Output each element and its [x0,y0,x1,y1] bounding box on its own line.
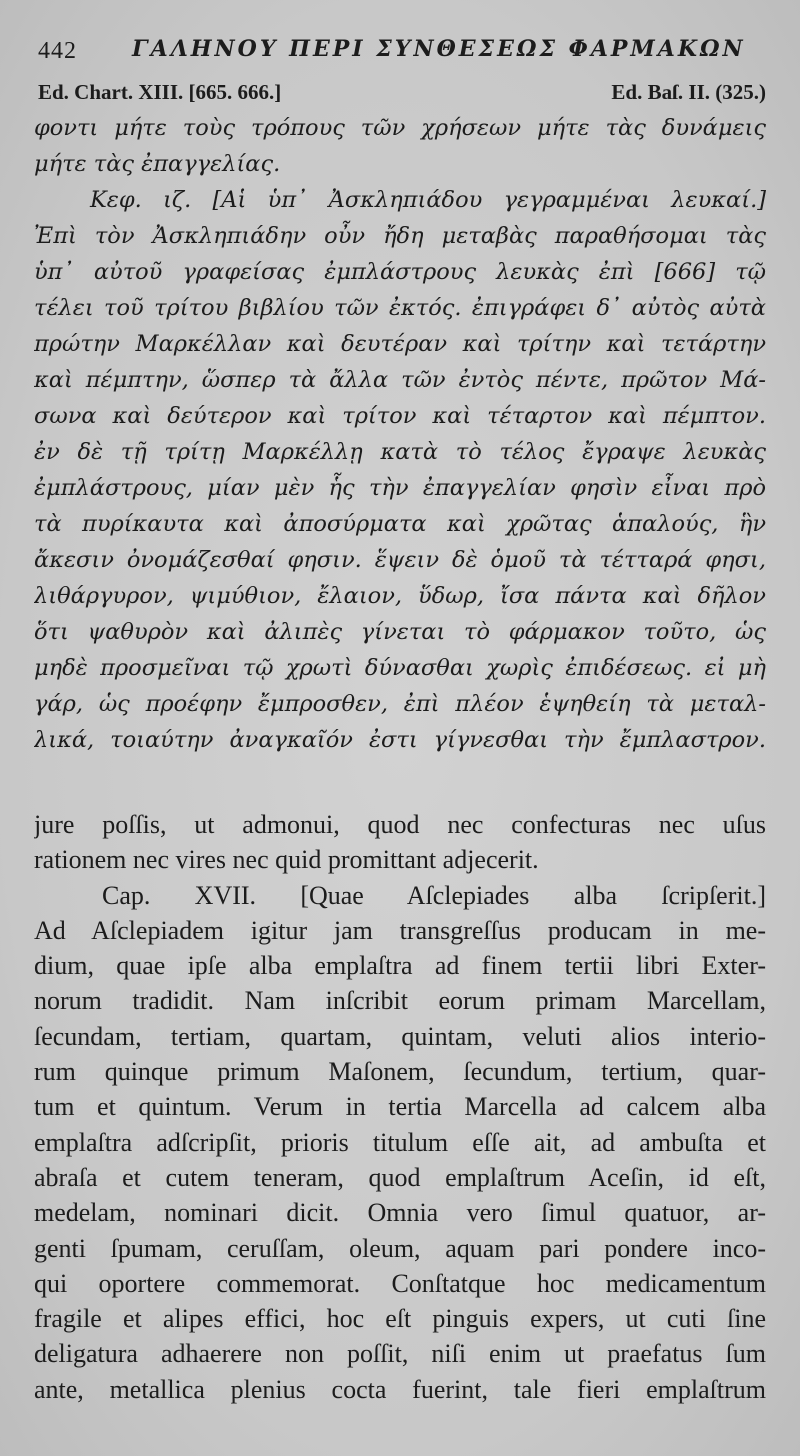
latin-line: fragile et alipes effici, hoc eſt pinguis expers, ut cuti ſine [34,1304,766,1334]
page-number: 442 [38,38,77,64]
running-header [36,36,764,76]
greek-line: ἄκεσιν ὀνομάζεσθαί φησιν. ἕψειν δὲ ὁμοῦ τὰ τέτταρά φησι, [34,547,766,573]
greek-line: καὶ πέμπτην, ὥσπερ τὰ ἄλλα τῶν ἐντὸς πέντε, πρῶτον Μά- [34,367,766,393]
greek-line: Ἐπὶ τὸν Ἀσκληπιάδην οὖν ἤδη μεταβὰς παραθήσομαι τὰς [34,223,766,249]
edition-chartier-ref: Ed. Chart. XIII. [665. 666.] [38,80,282,104]
latin-line: dium, quae ipſe alba emplaſtra ad finem tertii libri Exter- [34,951,766,981]
greek-line: γάρ, ὡς προέφην ἔμπροσθεν, ἐπὶ πλέον ἑψηθείη τὰ μεταλ- [34,691,766,717]
greek-text-block [34,110,766,758]
latin-line: medelam, nominari dicit. Omnia vero ſimul quatuor, ar- [34,1198,766,1228]
greek-line: ὅτι ψαθυρὸν καὶ ἀλιπὲς γίνεται τὸ φάρμακον τοῦτο, ὡς [34,619,766,645]
latin-line: rum quinque primum Maſonem, ſecundum, tertium, quar- [34,1057,766,1087]
latin-line: abraſa et cutem teneram, quod emplaſtrum Aceſin, id eſt, [34,1162,766,1192]
edition-reference-line [38,80,766,110]
greek-line: πρώτην Μαρκέλλαν καὶ δευτέραν καὶ τρίτην καὶ τετάρτην [34,331,766,357]
running-title: ΓΑΛΗΝΟΥ ΠΕΡΙ ΣΥΝΘΕΣΕΩΣ ΦΑΡΜΑΚΩΝ [132,36,746,62]
greek-line: τὰ πυρίκαυτα καὶ ἀποσύρματα καὶ χρῶτας ἁπαλούς, ἣν [34,511,766,537]
greek-line: μηδὲ προσμεῖναι τῷ χρωτὶ δύνασθαι χωρὶς ἐπιδέσεως. εἰ μὴ [34,655,766,681]
greek-line: λικά, τοιαύτην ἀναγκαῖόν ἐστι γίγνεσθαι τὴν ἔμπλαστρον. [34,727,766,753]
latin-line: genti ſpumam, ceruſſam, oleum, aquam pari pondere inco- [34,1233,766,1263]
latin-chapter-heading: Cap. XVII. [Quae Aſclepiades alba ſcripſerit.] [102,880,766,910]
latin-line: norum tradidit. Nam inſcribit eorum primam Marcellam, [34,986,766,1016]
latin-line: qui oportere commemorat. Conſtatque hoc medicamentum [34,1268,766,1298]
greek-line: σωνα καὶ δεύτερον καὶ τρίτον καὶ τέταρτον καὶ πέμπτον. [34,403,766,429]
greek-line: λιθάργυρον, ψιμύθιον, ἔλαιον, ὕδωρ, ἴσα πάντα καὶ δῆλον [34,583,766,609]
greek-line: ὑπ᾽ αὐτοῦ γραφείσας ἐμπλάστρους λευκὰς ἐπὶ [666] τῷ [34,259,766,285]
greek-line: φοντι μήτε τοὺς τρόπους τῶν χρήσεων μήτε τὰς δυνάμεις [34,115,766,141]
latin-line: Ad Aſclepiadem igitur jam transgreſſus producam in me- [34,915,766,945]
greek-line: μήτε τὰς ἐπαγγελίας. [34,151,281,177]
latin-line: jure poſſis, ut admonui, quod nec confecturas nec uſus [34,810,766,839]
latin-line: ſecundam, tertiam, quartam, quintam, veluti alios interio- [34,1021,766,1051]
latin-line: emplaſtra adſcripſit, prioris titulum eſſe ait, ad ambuſta et [34,1127,766,1157]
greek-line: ἐμπλάστρους, μίαν μὲν ἧς τὴν ἐπαγγελίαν φησὶν εἶναι πρὸ [34,475,766,501]
greek-line: ἐν δὲ τῇ τρίτῃ Μαρκέλλῃ κατὰ τὸ τέλος ἔγραψε λευκὰς [34,439,766,465]
edition-basel-ref: Ed. Baſ. II. (325.) [611,80,766,104]
greek-line: τέλει τοῦ τρίτου βιβλίου τῶν ἐκτός. ἐπιγράφει δ᾽ αὐτὸς αὐτὰ [34,295,766,321]
latin-line: rationem nec vires nec quid promittant adjecerit. [34,845,539,875]
latin-line: deligatura adhaerere non poſſit, niſi enim ut praefatus ſum [34,1339,766,1369]
latin-line: ante, metallica plenius cocta fuerint, tale fieri emplaſtrum [34,1374,766,1404]
greek-chapter-heading: Κεφ. ιζ. [Αἱ ὑπ᾽ Ἀσκληπιάδου γεγραμμέναι λευκαί.] [90,187,766,213]
latin-text-block [34,807,766,1407]
latin-line: tum et quintum. Verum in tertia Marcella ad calcem alba [34,1092,766,1122]
